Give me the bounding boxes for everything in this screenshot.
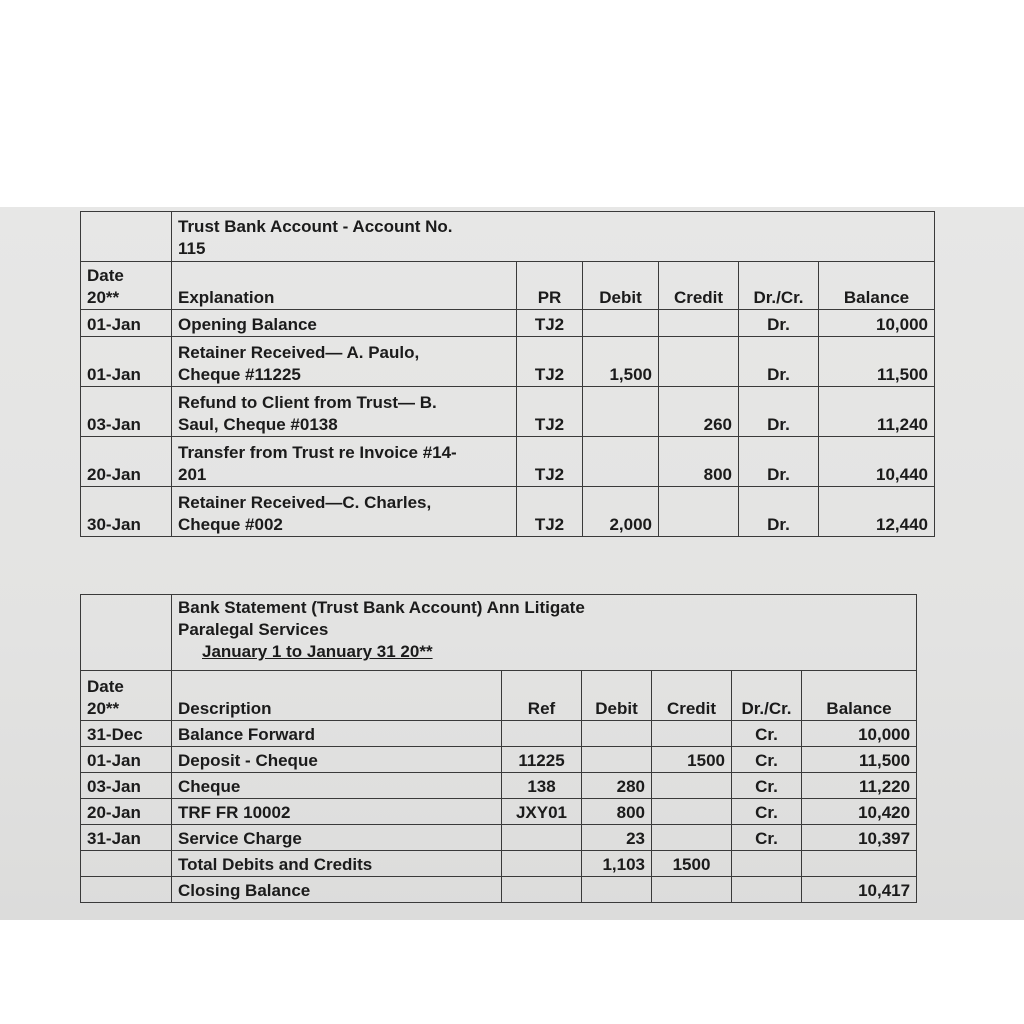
row-debit: 280 xyxy=(582,773,652,799)
row-credit: 800 xyxy=(659,437,739,487)
row-ref: 138 xyxy=(502,773,582,799)
row-balance: 11,500 xyxy=(802,747,917,773)
row-debit xyxy=(582,877,652,903)
row-description: Cheque xyxy=(172,773,502,799)
row-pr: TJ2 xyxy=(517,310,583,337)
row-pr: TJ2 xyxy=(517,337,583,387)
row-date xyxy=(81,851,172,877)
row-debit: 23 xyxy=(582,825,652,851)
row-balance: 11,220 xyxy=(802,773,917,799)
row-debit xyxy=(583,437,659,487)
statement-row xyxy=(81,721,917,747)
ledger-row xyxy=(81,337,935,387)
row-explanation: Opening Balance xyxy=(172,310,517,337)
row-explanation: Refund to Client from Trust— B. Saul, Cheque #0138 xyxy=(172,387,517,437)
row-pr: TJ2 xyxy=(517,387,583,437)
ledger-account-number: 115 xyxy=(178,239,206,258)
row-drcr: Dr. xyxy=(739,487,819,537)
ledger-row xyxy=(81,437,935,487)
header-drcr: Dr./Cr. xyxy=(739,262,819,310)
header-explanation: Explanation xyxy=(172,262,517,310)
statement-row xyxy=(81,825,917,851)
row-debit xyxy=(583,387,659,437)
row-drcr xyxy=(732,877,802,903)
row-credit xyxy=(659,487,739,537)
row-drcr: Cr. xyxy=(732,721,802,747)
row-pr: TJ2 xyxy=(517,487,583,537)
row-balance: 10,397 xyxy=(802,825,917,851)
row-credit xyxy=(652,799,732,825)
header-description: Description xyxy=(172,671,502,721)
header-balance: Balance xyxy=(802,671,917,721)
statement-title: Bank Statement (Trust Bank Account) Ann Litigate xyxy=(178,598,585,617)
row-drcr: Cr. xyxy=(732,747,802,773)
row-balance: 10,417 xyxy=(802,877,917,903)
row-drcr: Cr. xyxy=(732,773,802,799)
ledger-title-row xyxy=(81,212,935,262)
row-description: Total Debits and Credits xyxy=(172,851,502,877)
row-date xyxy=(81,877,172,903)
row-date: 20-Jan xyxy=(81,799,172,825)
row-date: 01-Jan xyxy=(81,747,172,773)
row-description: TRF FR 10002 xyxy=(172,799,502,825)
statement-title-row xyxy=(81,595,917,671)
ledger-header-row xyxy=(81,262,935,310)
row-debit xyxy=(582,721,652,747)
row-debit: 2,000 xyxy=(583,487,659,537)
row-debit: 800 xyxy=(582,799,652,825)
row-date: 30-Jan xyxy=(81,487,172,537)
row-debit: 1,103 xyxy=(582,851,652,877)
statement-row xyxy=(81,799,917,825)
statement-closing-row xyxy=(81,877,917,903)
row-debit xyxy=(582,747,652,773)
header-credit: Credit xyxy=(659,262,739,310)
header-ref: Ref xyxy=(502,671,582,721)
row-balance: 10,420 xyxy=(802,799,917,825)
row-ref xyxy=(502,721,582,747)
row-balance: 10,000 xyxy=(802,721,917,747)
row-explanation: Retainer Received—C. Charles, Cheque #002 xyxy=(172,487,517,537)
row-description: Deposit - Cheque xyxy=(172,747,502,773)
row-credit xyxy=(652,877,732,903)
row-description: Service Charge xyxy=(172,825,502,851)
row-explanation: Transfer from Trust re Invoice #14- 201 xyxy=(172,437,517,487)
row-ref: 11225 xyxy=(502,747,582,773)
row-credit xyxy=(652,825,732,851)
row-pr: TJ2 xyxy=(517,437,583,487)
row-balance: 11,240 xyxy=(819,387,935,437)
statement-header-row xyxy=(81,671,917,721)
header-balance: Balance xyxy=(819,262,935,310)
header-date: Date 20** xyxy=(81,262,172,310)
row-description: Closing Balance xyxy=(172,877,502,903)
row-description: Balance Forward xyxy=(172,721,502,747)
row-drcr xyxy=(732,851,802,877)
row-date: 03-Jan xyxy=(81,387,172,437)
header-date: Date 20** xyxy=(81,671,172,721)
row-ref xyxy=(502,825,582,851)
row-date: 03-Jan xyxy=(81,773,172,799)
trust-account-ledger xyxy=(80,211,935,537)
row-debit xyxy=(583,310,659,337)
row-credit: 1500 xyxy=(652,747,732,773)
ledger-title: Trust Bank Account - Account No. xyxy=(178,217,453,236)
row-date: 31-Dec xyxy=(81,721,172,747)
row-balance: 10,000 xyxy=(819,310,935,337)
row-date: 20-Jan xyxy=(81,437,172,487)
row-drcr: Dr. xyxy=(739,337,819,387)
header-pr: PR xyxy=(517,262,583,310)
ledger-row xyxy=(81,310,935,337)
row-credit xyxy=(659,337,739,387)
statement-totals-row xyxy=(81,851,917,877)
statement-row xyxy=(81,747,917,773)
row-ref: JXY01 xyxy=(502,799,582,825)
row-drcr: Dr. xyxy=(739,437,819,487)
row-credit xyxy=(652,773,732,799)
ledger-row xyxy=(81,387,935,437)
row-balance: 12,440 xyxy=(819,487,935,537)
ledger-row xyxy=(81,487,935,537)
row-explanation: Retainer Received— A. Paulo, Cheque #11225 xyxy=(172,337,517,387)
statement-subtitle: Paralegal Services xyxy=(178,620,329,639)
row-balance xyxy=(802,851,917,877)
row-date: 01-Jan xyxy=(81,337,172,387)
row-balance: 10,440 xyxy=(819,437,935,487)
row-ref xyxy=(502,877,582,903)
row-drcr: Cr. xyxy=(732,799,802,825)
row-date: 31-Jan xyxy=(81,825,172,851)
row-ref xyxy=(502,851,582,877)
row-credit xyxy=(659,310,739,337)
statement-row xyxy=(81,773,917,799)
header-drcr: Dr./Cr. xyxy=(732,671,802,721)
header-debit: Debit xyxy=(582,671,652,721)
row-balance: 11,500 xyxy=(819,337,935,387)
statement-period: January 1 to January 31 20** xyxy=(202,642,433,661)
row-credit: 260 xyxy=(659,387,739,437)
row-credit: 1500 xyxy=(652,851,732,877)
bank-statement-table xyxy=(80,594,917,903)
header-debit: Debit xyxy=(583,262,659,310)
row-drcr: Dr. xyxy=(739,310,819,337)
row-drcr: Dr. xyxy=(739,387,819,437)
row-debit: 1,500 xyxy=(583,337,659,387)
row-credit xyxy=(652,721,732,747)
header-credit: Credit xyxy=(652,671,732,721)
row-drcr: Cr. xyxy=(732,825,802,851)
row-date: 01-Jan xyxy=(81,310,172,337)
